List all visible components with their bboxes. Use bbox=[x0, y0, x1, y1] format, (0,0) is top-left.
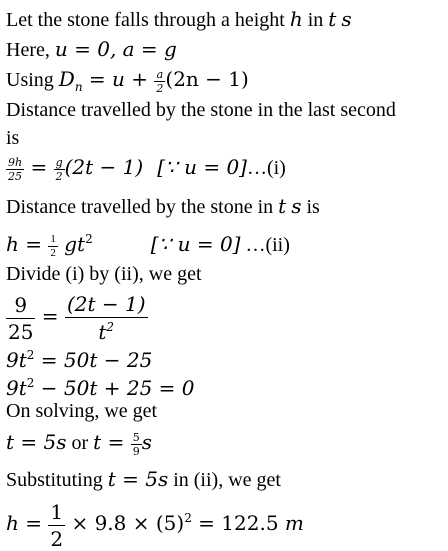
fraction-denominator: 2 bbox=[50, 526, 64, 551]
equals-sign: = bbox=[35, 304, 65, 328]
text: or bbox=[66, 432, 94, 454]
variable-s: s bbox=[341, 7, 352, 31]
formula-line bbox=[6, 64, 249, 94]
text: Using bbox=[6, 69, 59, 91]
fraction-denominator: 2 bbox=[156, 81, 164, 95]
solutions-line bbox=[6, 424, 152, 460]
equation-lhs: h = bbox=[6, 232, 49, 256]
fraction bbox=[154, 69, 165, 94]
equals-sign: = bbox=[24, 155, 54, 179]
fraction bbox=[48, 234, 58, 259]
fraction-numerator: a bbox=[154, 69, 165, 82]
term: − 50t + 25 = 0 bbox=[34, 376, 195, 400]
exponent: 2 bbox=[184, 511, 192, 525]
condition: [∵ u = 0] bbox=[150, 232, 241, 256]
fraction-numerator: (2t − 1) bbox=[66, 292, 146, 317]
variable-t: t bbox=[278, 194, 287, 218]
fraction-numerator: 5 bbox=[132, 430, 140, 444]
variable-t: t bbox=[328, 7, 337, 31]
text-line bbox=[6, 467, 281, 492]
fraction bbox=[6, 157, 24, 182]
formula-lhs: D bbox=[58, 67, 75, 91]
fraction-numerator: 9h bbox=[8, 155, 23, 169]
variable-s: s bbox=[291, 194, 302, 218]
exponent: 2 bbox=[26, 376, 35, 390]
formula-subscript: n bbox=[74, 80, 83, 94]
equation-tag: …(ii) bbox=[240, 234, 290, 256]
formula-rhs: = u + bbox=[82, 67, 155, 91]
fraction-numerator: g bbox=[55, 155, 63, 169]
fraction-denominator: 2 bbox=[50, 246, 56, 259]
fraction-numerator: 1 bbox=[50, 232, 56, 245]
math-expression: t = 5s bbox=[107, 467, 169, 491]
unit: s bbox=[141, 430, 152, 454]
expression: × 9.8 × (5) bbox=[65, 511, 185, 535]
text-line: is bbox=[6, 127, 20, 149]
fraction-denominator: 25 bbox=[8, 169, 23, 183]
term: = 50t − 25 bbox=[34, 348, 153, 372]
fraction-denominator: 9 bbox=[132, 444, 140, 458]
fraction-denominator: 25 bbox=[8, 319, 34, 344]
term: 9t bbox=[6, 376, 27, 400]
expression: (2t − 1) bbox=[64, 155, 144, 179]
quadratic-equation bbox=[6, 371, 194, 401]
fraction bbox=[131, 432, 142, 457]
text: is bbox=[301, 196, 320, 218]
text: in bbox=[302, 9, 329, 31]
exponent: 2 bbox=[85, 232, 93, 246]
fraction bbox=[65, 292, 148, 345]
formula-rhs: (2n − 1) bbox=[165, 67, 249, 91]
fraction bbox=[54, 157, 65, 182]
text: Let the stone falls through a height bbox=[6, 9, 290, 31]
fraction bbox=[6, 292, 35, 344]
quadratic-step bbox=[6, 343, 152, 373]
equation-lhs: h = bbox=[6, 511, 49, 535]
equation-ii bbox=[6, 221, 290, 257]
given-line bbox=[6, 37, 177, 62]
fraction-numerator: 1 bbox=[50, 499, 64, 524]
result-value: = 122.5 bbox=[191, 511, 285, 535]
given-equation: u = 0, a = g bbox=[54, 37, 177, 61]
solution-value: t = bbox=[93, 430, 131, 454]
fraction-denominator bbox=[65, 318, 148, 345]
exponent: 2 bbox=[26, 348, 35, 362]
denominator-base: t bbox=[98, 320, 107, 345]
equation-i bbox=[6, 150, 286, 184]
unit: m bbox=[284, 511, 304, 535]
solution-value: t = 5s bbox=[6, 430, 67, 454]
text: Substituting bbox=[6, 469, 108, 491]
expression: gt bbox=[57, 232, 86, 256]
fraction bbox=[48, 499, 65, 551]
text-line bbox=[6, 194, 320, 219]
text-line: Divide (i) by (ii), we get bbox=[6, 263, 202, 285]
fraction-numerator: 9 bbox=[6, 295, 35, 319]
ratio-equation bbox=[6, 288, 148, 344]
text: in (ii), we get bbox=[168, 469, 281, 491]
text-line: On solving, we get bbox=[6, 400, 158, 422]
final-result bbox=[6, 493, 304, 551]
text-line: Distance travelled by the stone in the last second bbox=[6, 99, 396, 121]
variable-h: h bbox=[289, 7, 303, 31]
fraction-denominator: 2 bbox=[55, 169, 63, 183]
term: 9t bbox=[6, 348, 27, 372]
exponent: 2 bbox=[106, 320, 115, 335]
condition: [∵ u = 0] bbox=[157, 155, 247, 179]
equation-tag: …(i) bbox=[246, 157, 286, 179]
text: Distance travelled by the stone in bbox=[6, 196, 279, 218]
text: Here, bbox=[6, 39, 55, 61]
intro-line bbox=[6, 7, 352, 32]
